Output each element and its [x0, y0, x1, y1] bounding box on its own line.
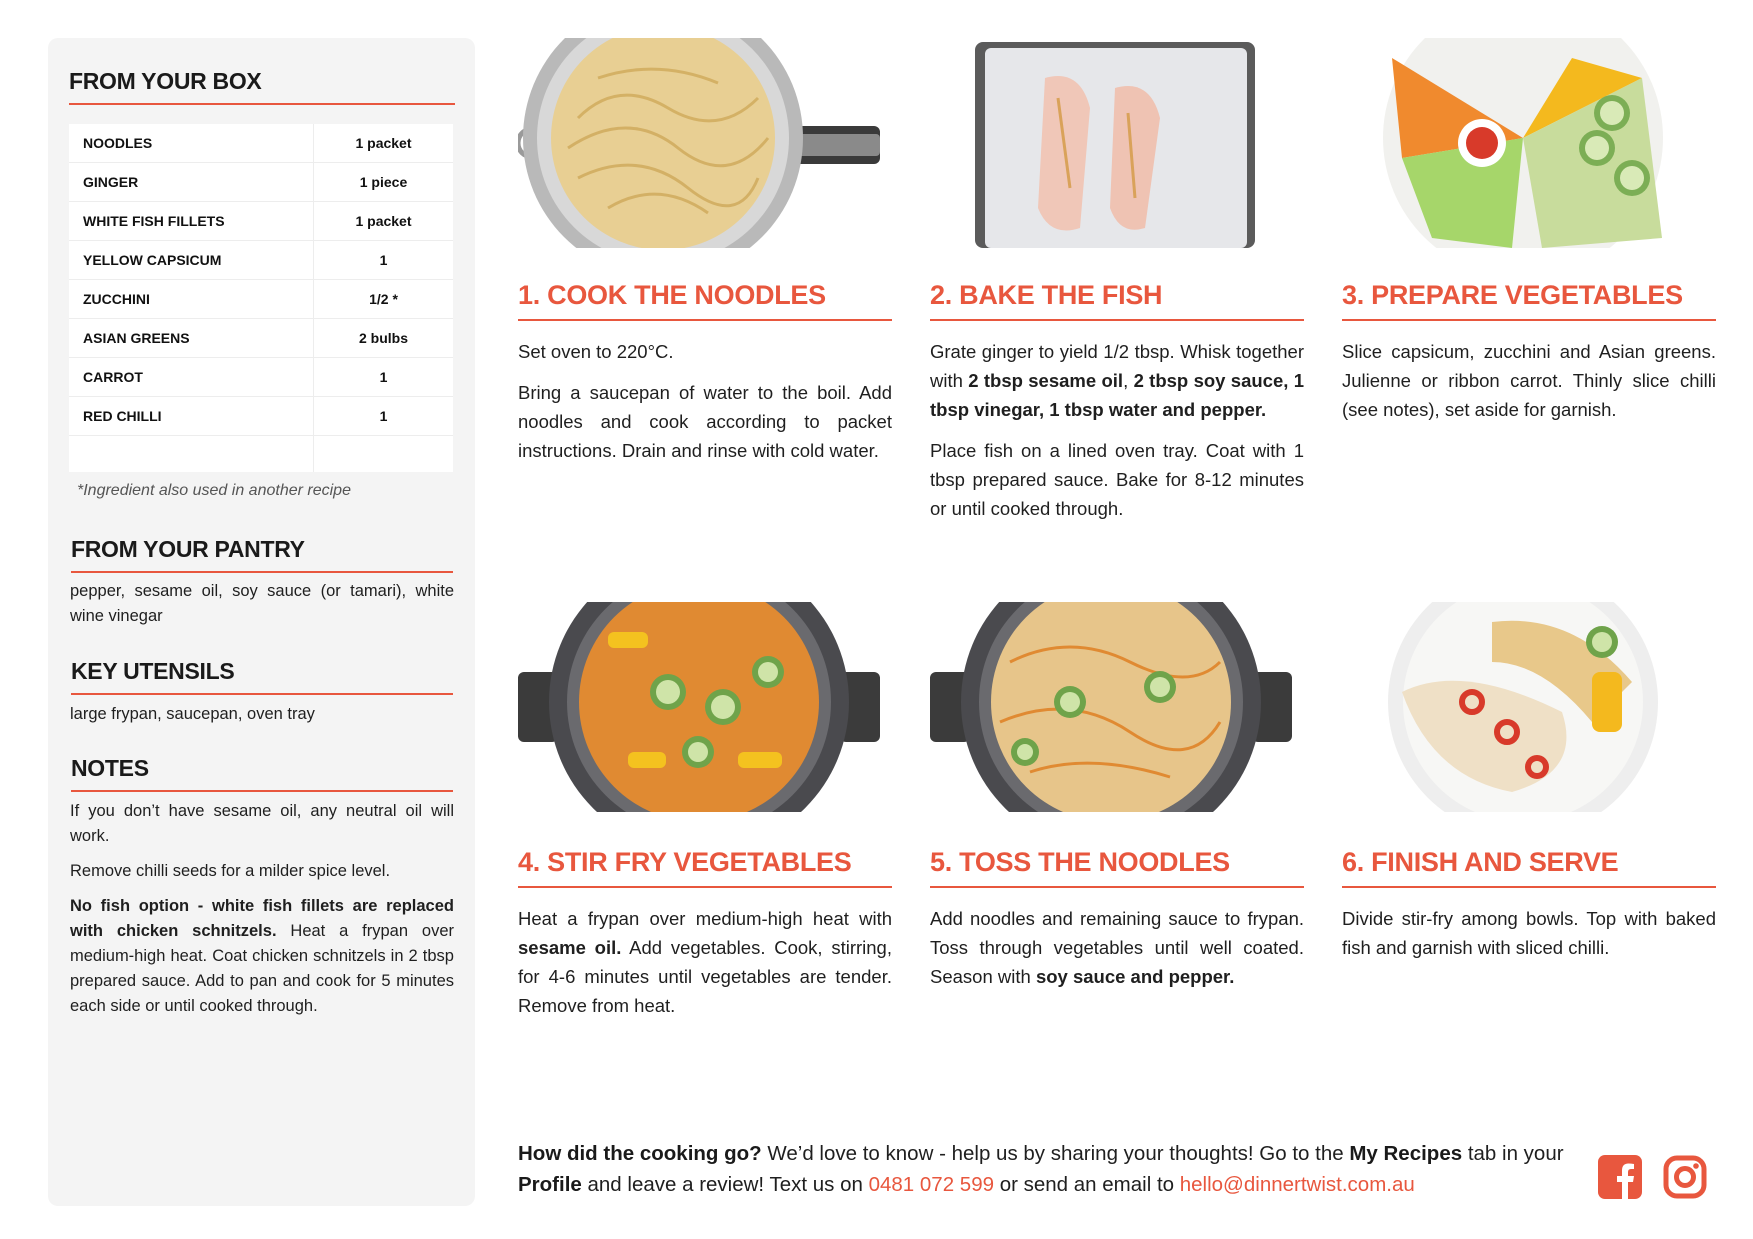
ingredient-name: NOODLES	[69, 124, 314, 163]
table-row	[69, 397, 453, 436]
step-2-p1-sep: ,	[1123, 370, 1134, 391]
table-row	[69, 202, 453, 241]
finished-bowl-photo	[1342, 602, 1704, 812]
notes-heading: NOTES	[71, 755, 453, 792]
my-recipes-label: My Recipes	[1349, 1142, 1463, 1165]
step-4-title: 4. STIR FRY VEGETABLES	[518, 847, 892, 888]
step-5-p1	[930, 904, 1304, 991]
utensils-text: large frypan, saucepan, oven tray	[70, 705, 315, 723]
step-5-body	[930, 904, 1304, 1003]
feedback-text-1: We’d love to know - help us by sharing your thoughts! Go to the	[761, 1142, 1350, 1165]
step-3-p1: Slice capsicum, zucchini and Asian greens. Julienne or ribbon carrot. Thinly slice chilli (see notes), set aside for garnish.	[1342, 341, 1716, 420]
step-2-p1-text: Grate ginger to yield 1/2 tbsp. Whisk together with	[930, 341, 1304, 391]
ingredient-qty: 1	[314, 397, 454, 436]
note-oil: If you don’t have sesame oil, any neutral oil will work.	[70, 802, 454, 845]
ingredient-name: ZUCCHINI	[69, 280, 314, 319]
step-1-p2: Bring a saucepan of water to the boil. Add noodles and cook according to packet instructions. Drain and rinse with cold water.	[518, 382, 892, 461]
instagram-icon[interactable]	[1663, 1155, 1707, 1199]
stir-fry-vegetables-photo	[518, 602, 880, 812]
vegetables-photo	[1342, 38, 1704, 248]
ingredient-name: RED CHILLI	[69, 397, 314, 436]
ingredient-name: CARROT	[69, 358, 314, 397]
ingredient-name: GINGER	[69, 163, 314, 202]
ingredient-footnote: *Ingredient also used in another recipe	[77, 482, 351, 499]
ingredient-qty: 1	[314, 358, 454, 397]
table-row	[69, 358, 453, 397]
step-6-p1: Divide stir-fry among bowls. Top with baked fish and garnish with sliced chilli.	[1342, 908, 1716, 958]
step-2-p1	[930, 337, 1304, 424]
feedback-question: How did the cooking go?	[518, 1142, 762, 1165]
step-4-p1-bold: sesame oil.	[518, 937, 622, 958]
step-1-body	[518, 337, 892, 477]
feedback-text-2: tab in your	[1462, 1142, 1564, 1165]
step-3-body	[1342, 337, 1716, 436]
step-2-p1-bold-1: 2 tbsp sesame oil	[968, 370, 1124, 391]
step-4-p1-text: Heat a frypan over medium-high heat with	[518, 908, 892, 929]
step-6-body	[1342, 904, 1716, 974]
fish-tray-photo	[930, 38, 1292, 248]
table-row	[69, 319, 453, 358]
table-row	[69, 163, 453, 202]
step-2-p1-bold-2: 2 tbsp soy sauce, 1 tbsp vinegar, 1 tbsp water and pepper.	[930, 370, 1305, 420]
from-your-pantry-heading: FROM YOUR PANTRY	[71, 536, 453, 573]
step-5-p1-bold: soy sauce and pepper.	[1035, 966, 1235, 987]
from-your-box-heading: FROM YOUR BOX	[69, 68, 455, 105]
note-no-fish	[70, 894, 454, 1019]
ingredient-qty: 1 piece	[314, 163, 454, 202]
noodles-colander-photo	[518, 38, 880, 248]
step-1-title: 1. COOK THE NOODLES	[518, 280, 892, 321]
toss-noodles-photo	[930, 602, 1292, 812]
feedback-footer	[518, 1138, 1578, 1200]
step-1-p1: Set oven to 220°C.	[518, 341, 674, 362]
facebook-icon[interactable]	[1598, 1155, 1642, 1199]
step-5-title: 5. TOSS THE NOODLES	[930, 847, 1304, 888]
table-row	[69, 124, 453, 163]
table-row	[69, 241, 453, 280]
table-row-empty	[69, 436, 453, 473]
table-row	[69, 280, 453, 319]
ingredient-name: WHITE FISH FILLETS	[69, 202, 314, 241]
ingredient-qty: 1	[314, 241, 454, 280]
email-link[interactable]: hello@dinnertwist.com.au	[1179, 1173, 1415, 1196]
step-4-body	[518, 904, 892, 1032]
step-6-title: 6. FINISH AND SERVE	[1342, 847, 1716, 888]
note-chilli: Remove chilli seeds for a milder spice level.	[70, 862, 391, 880]
note-no-fish-rest: Heat a frypan over medium-high heat. Coat chicken schnitzels in 2 tbsp prepared sauce. Add to pan and cook for 5 minutes each side or until cooked through.	[70, 922, 454, 1015]
step-5-p1-text: Add noodles and remaining sauce to frypan. Toss through vegetables until well coated. Season with	[930, 908, 1304, 987]
step-3-title: 3. PREPARE VEGETABLES	[1342, 280, 1716, 321]
step-2-title: 2. BAKE THE FISH	[930, 280, 1304, 321]
notes-body	[70, 799, 454, 1029]
ingredient-name: YELLOW CAPSICUM	[69, 241, 314, 280]
ingredient-name: ASIAN GREENS	[69, 319, 314, 358]
ingredient-qty: 1/2 *	[314, 280, 454, 319]
key-utensils-heading: KEY UTENSILS	[71, 658, 453, 695]
ingredients-table	[69, 124, 453, 472]
pantry-text: pepper, sesame oil, soy sauce (or tamari), white wine vinegar	[70, 582, 454, 625]
phone-number-link[interactable]: 0481 072 599	[868, 1173, 994, 1196]
note-no-fish-bold: No fish option - white fish fillets are replaced with chicken schnitzels.	[70, 897, 454, 940]
feedback-text-3: and leave a review! Text us on	[581, 1173, 869, 1196]
profile-label: Profile	[518, 1173, 582, 1196]
step-2-body	[930, 337, 1304, 535]
step-2-p2: Place fish on a lined oven tray. Coat with 1 tbsp prepared sauce. Bake for 8-12 minutes or until cooked through.	[930, 440, 1304, 519]
step-4-p1	[518, 904, 892, 1020]
ingredient-qty: 1 packet	[314, 124, 454, 163]
feedback-text-4: or send an email to	[994, 1173, 1180, 1196]
step-4-p1-rest: Add vegetables. Cook, stirring, for 4-6 minutes until vegetables are tender. Remove from heat.	[518, 937, 892, 1016]
ingredient-qty: 2 bulbs	[314, 319, 454, 358]
ingredient-qty: 1 packet	[314, 202, 454, 241]
ingredients-sidebar	[48, 38, 475, 1206]
